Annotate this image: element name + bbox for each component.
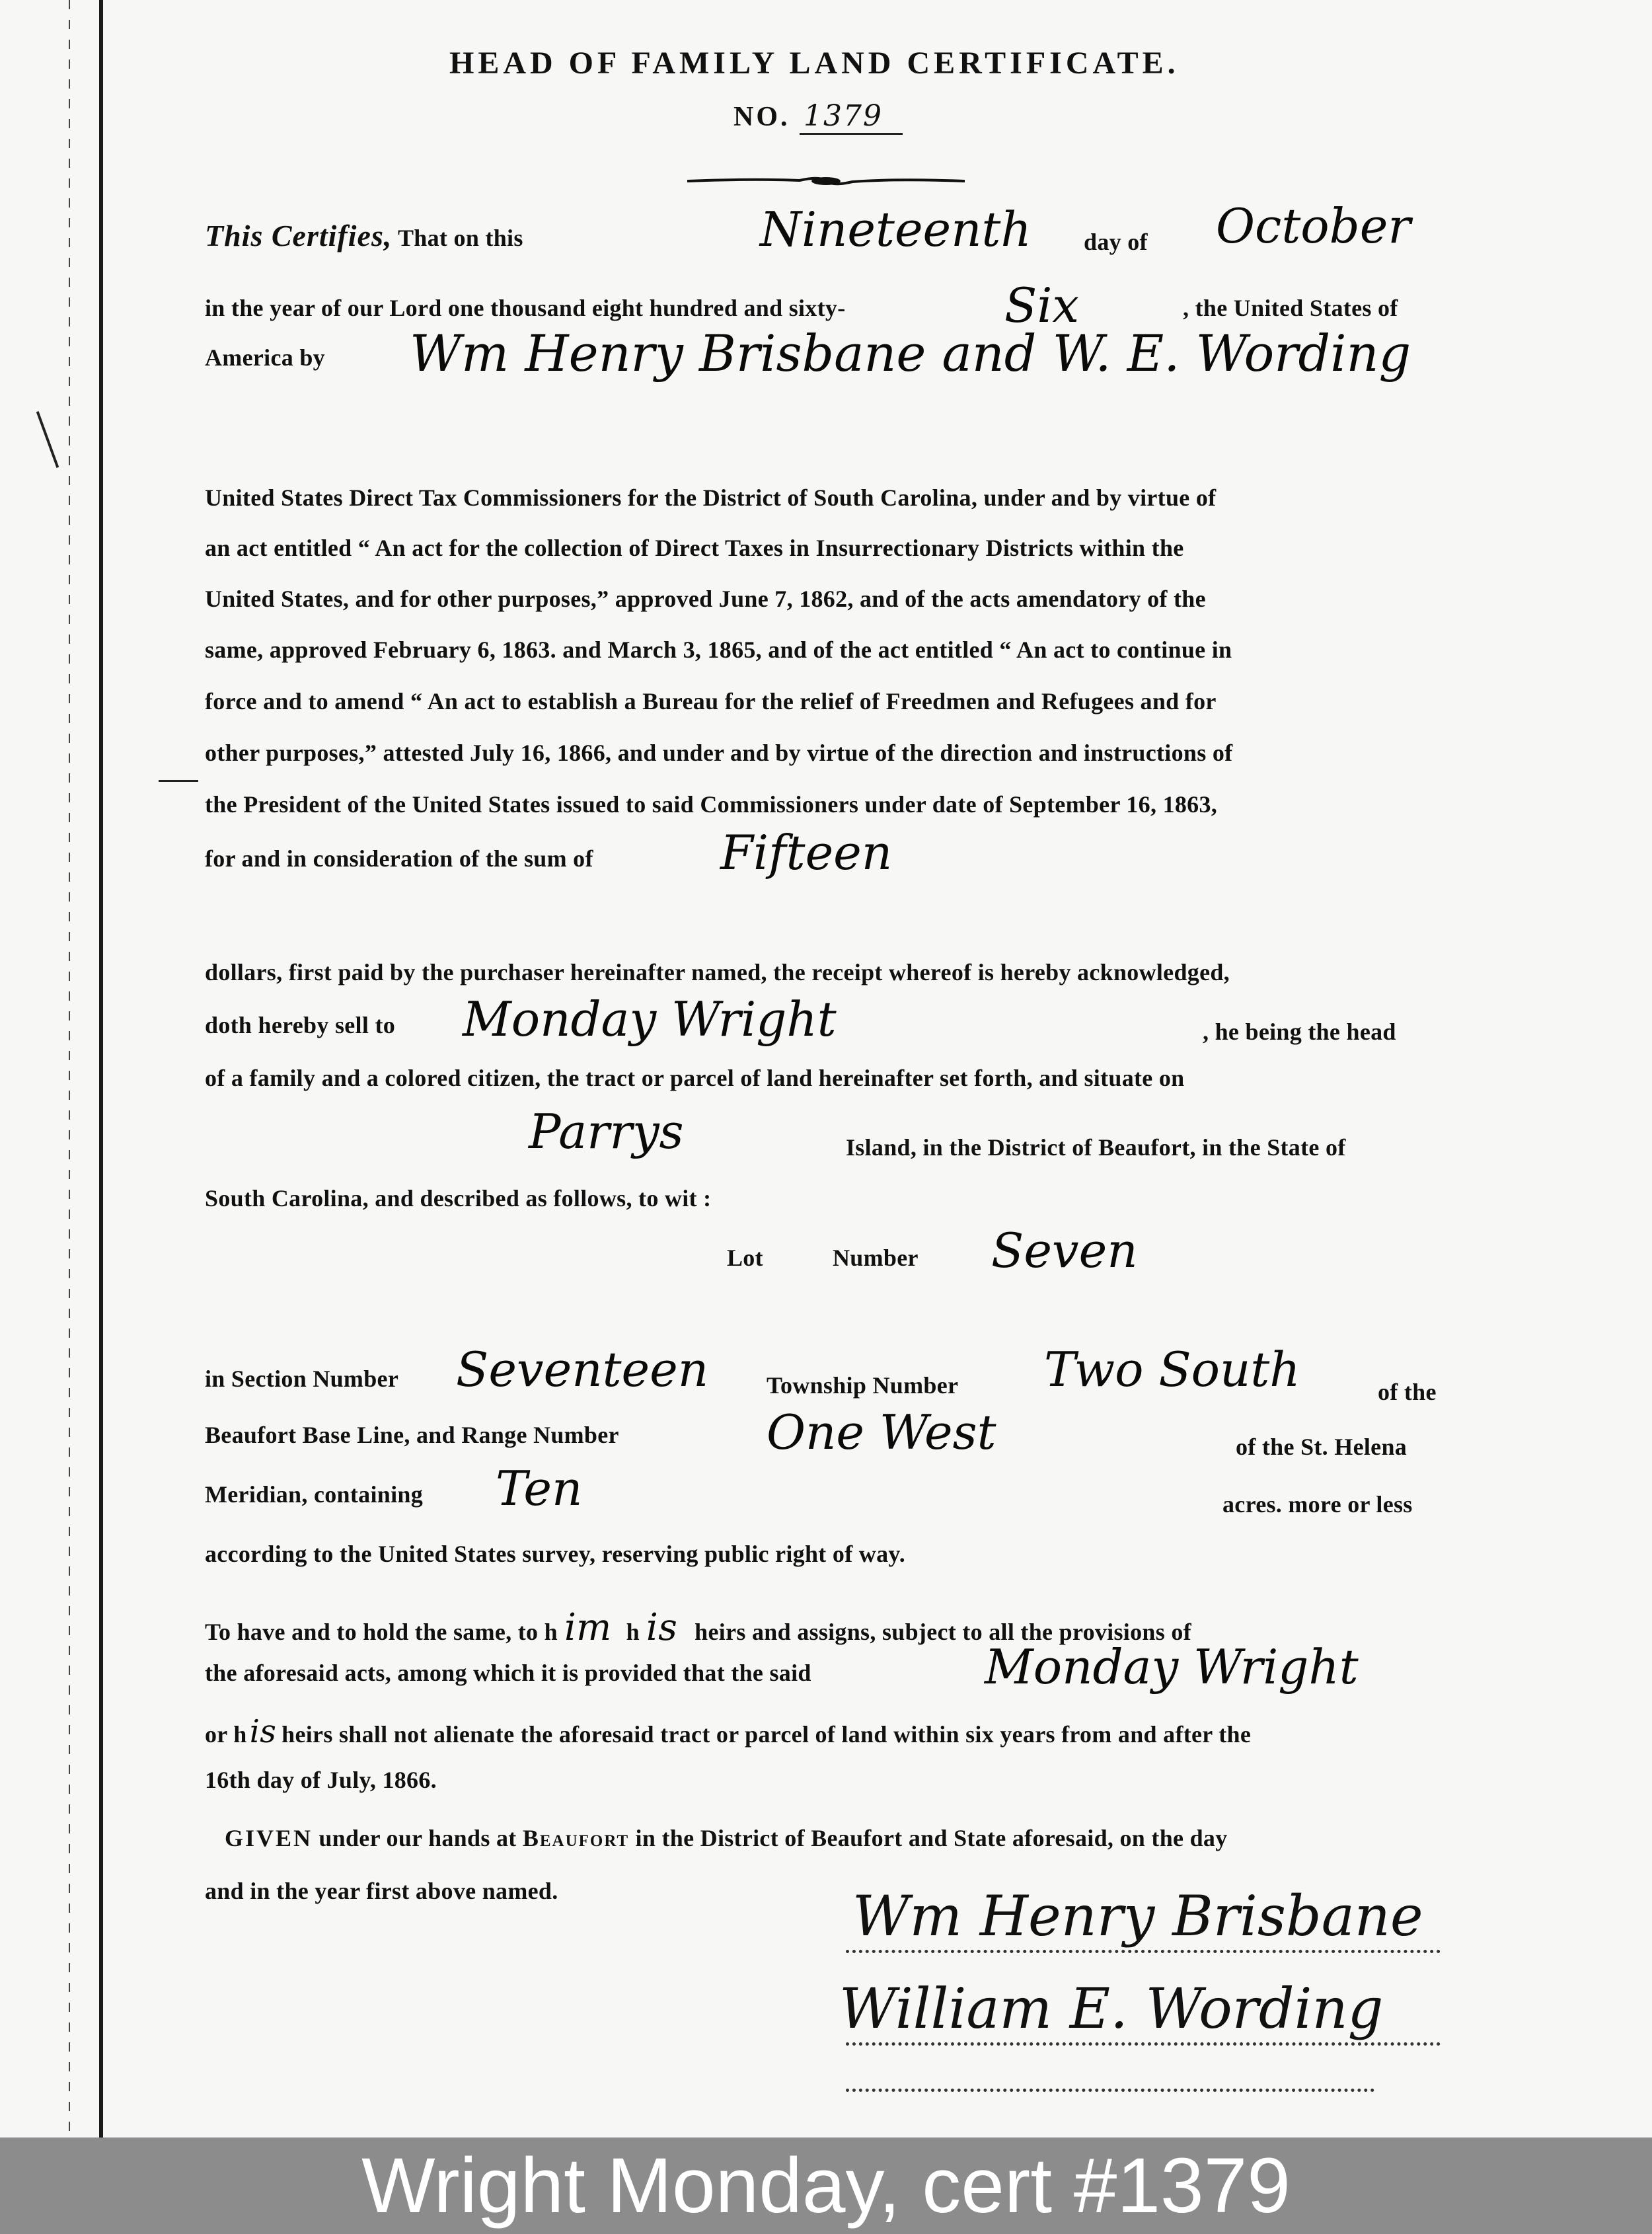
line-p3-5: South Carolina, and described as follows, to wit : [205, 1185, 712, 1212]
acres-value: Ten [496, 1461, 583, 1516]
this-certifies: This Certifies, [205, 219, 393, 252]
given-line [225, 1824, 1228, 1852]
line-p2-3: United States, and for other purposes,” approved June 7, 1862, and of the acts amendatory of the [205, 586, 1206, 612]
range-value: One West [767, 1405, 996, 1460]
signature-wording: William E. Wording [839, 1976, 1384, 2041]
caption-text: Wright Monday, cert #1379 [361, 2142, 1291, 2229]
line-2-end: , the United States of [1183, 295, 1398, 321]
left-edge-marks [69, 0, 70, 2138]
signature-line-1 [846, 1950, 1441, 1953]
caption-bar [0, 2138, 1652, 2234]
certificate-number-label: NO. [733, 102, 790, 132]
text: That on this [398, 225, 523, 251]
text: To have and to hold the same, to h [205, 1619, 558, 1645]
his-value: is [646, 1606, 678, 1649]
alienate-line [205, 1713, 1251, 1750]
certificate-number [733, 99, 903, 133]
given-word: GIVEN [225, 1825, 313, 1851]
text: or h [205, 1721, 247, 1748]
text: heirs and assigns, subject to all the provisions of [695, 1619, 1191, 1645]
alien-is-value: is [249, 1713, 277, 1750]
line-p3-2: doth hereby sell to [205, 1012, 396, 1038]
section-value: Seventeen [456, 1342, 709, 1397]
day-value: Nineteenth [760, 202, 1032, 257]
township-value: Two South [1044, 1342, 1300, 1397]
purchaser-value: Monday Wright [463, 991, 837, 1047]
certificate-number-value: 1379 [800, 99, 903, 135]
text: in the District of Beaufort and State aforesaid, on the day [635, 1825, 1228, 1851]
line-p3-1: dollars, first paid by the purchaser hereinafter named, the receipt whereof is hereby acknowledged, [205, 959, 1230, 985]
date-line: 16th day of July, 1866. [205, 1767, 437, 1793]
year-value: Six [1004, 278, 1079, 333]
acres-label: acres. more or less [1222, 1491, 1413, 1518]
signature-line-2 [846, 2042, 1441, 2046]
commissioners-value: Wm Henry Brisbane and W. E. Wording [410, 324, 1411, 383]
month-value: October [1216, 198, 1411, 254]
township-label: Township Number [767, 1372, 959, 1399]
line-p2-2: an act entitled “ An act for the collection of Direct Taxes in Insurrectionary Districts within the [205, 535, 1184, 561]
stray-mark [159, 780, 198, 782]
text: under our hands at [319, 1825, 517, 1851]
given-last-line: and in the year first above named. [205, 1878, 558, 1904]
lot-label: Lot [727, 1245, 763, 1271]
lot-value: Seven [991, 1223, 1138, 1278]
survey-line: according to the United States survey, reserving public right of way. [205, 1541, 905, 1567]
line-p2-6: other purposes,” attested July 16, 1866, and under and by virtue of the direction and instructions of [205, 740, 1233, 766]
meridian-label: Meridian, containing [205, 1481, 424, 1508]
line-p3-4: Island, in the District of Beaufort, in the State of [846, 1134, 1346, 1161]
line-p2-4: same, approved February 6, 1863. and March 3, 1865, and of the act entitled “ An act to continue in [205, 636, 1232, 663]
said-value: Monday Wright [985, 1639, 1359, 1695]
line-p3-3: of a family and a colored citizen, the tract or parcel of land hereinafter set forth, and situate on [205, 1065, 1185, 1091]
line-2: in the year of our Lord one thousand eight hundred and sixty- [205, 295, 846, 321]
range-label: Beaufort Base Line, and Range Number [205, 1422, 619, 1448]
signature-brisbane: Wm Henry Brisbane [852, 1884, 1423, 1948]
left-margin-rule [99, 0, 103, 2138]
signature-line-3 [846, 2089, 1374, 2092]
him-value: im [564, 1606, 612, 1649]
sum-value: Fifteen [720, 825, 893, 880]
divider-ornament [687, 174, 965, 188]
section-label: in Section Number [205, 1366, 399, 1392]
line-3: America by [205, 344, 325, 371]
text: h [626, 1619, 640, 1645]
lot-number-label: Number [833, 1245, 919, 1271]
line-1 [205, 218, 523, 253]
st-helena: of the St. Helena [1236, 1434, 1408, 1460]
acts-line: the aforesaid acts, among which it is provided that the said [205, 1660, 811, 1686]
of-the: of the [1378, 1379, 1437, 1405]
certificate-title: HEAD OF FAMILY LAND CERTIFICATE. [449, 46, 1180, 81]
line-p2-8: for and in consideration of the sum of [205, 845, 593, 872]
text: heirs shall not alienate the aforesaid tract or parcel of land within six years from and after the [282, 1721, 1252, 1748]
island-value: Parrys [529, 1104, 684, 1159]
line-p2-7: the President of the United States issued to said Commissioners under date of September 16, 1863, [205, 791, 1218, 818]
given-place: Beaufort [522, 1825, 630, 1851]
stray-mark [36, 411, 59, 468]
line-p3-2-end: , he being the head [1203, 1019, 1396, 1045]
day-of: day of [1084, 229, 1148, 255]
line-p2-5: force and to amend “ An act to establish a Bureau for the relief of Freedmen and Refugees and for [205, 688, 1217, 714]
line-p2-1: United States Direct Tax Commissioners for the District of South Carolina, under and by virtue of [205, 484, 1217, 511]
